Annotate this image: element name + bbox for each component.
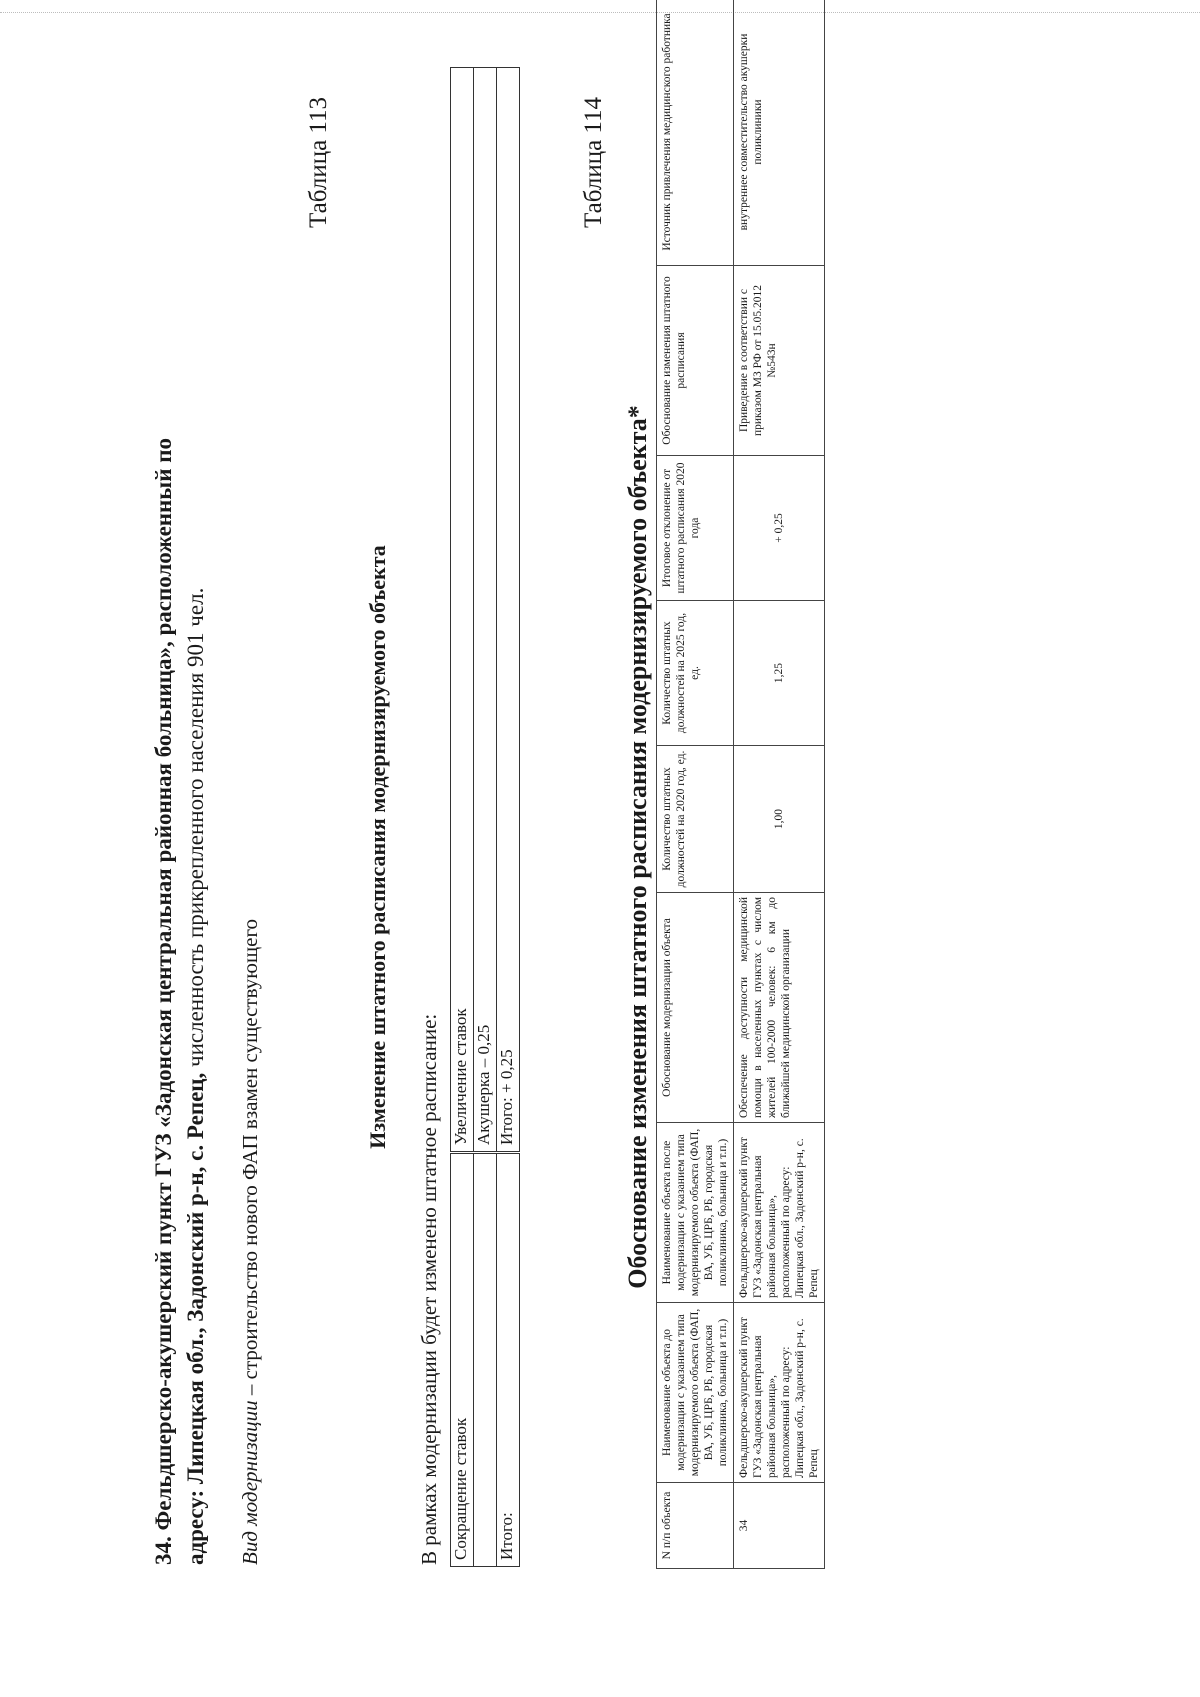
table-114 — [656, 0, 825, 1569]
column-header: Источник привлечения медицинского работника — [657, 0, 734, 266]
table-cell: Приведение в соответствии с приказом МЗ РФ от 15.05.2012 №543н — [734, 266, 825, 456]
table-113-title: Изменение штатного расписания модернизируемого объекта — [365, 545, 390, 1149]
column-header: Наименование объекта после модернизации с указанием типа модернизируемого объекта (ФАП, ВА, УБ, ЦРБ, РБ, городская поликлиника, больница и т.п.) — [657, 1123, 734, 1303]
table-114-title: Обоснование изменения штатного расписания модернизируемого объекта* — [623, 405, 652, 1289]
column-header: Количество штатных должностей на 2025 год, ед. — [657, 601, 734, 746]
modernization-value: – строительство нового ФАП взамен существующего — [238, 918, 262, 1401]
section-heading — [148, 35, 212, 1565]
table-cell: Увеличение ставок — [451, 68, 474, 1153]
table-cell: Сокращение ставок — [451, 1153, 474, 1567]
table-cell: 1,25 — [734, 601, 825, 746]
table-cell: Обеспечение доступности медицинской помощи в населенных пунктах с числом жителей 100-2000 человек: 6 км до ближайшей медицинской организации — [734, 893, 825, 1123]
table-row — [497, 68, 520, 1567]
table-cell: внутреннее совместительство акушерки поликлиники — [734, 0, 825, 266]
table-cell: Фельдшерско-акушерский пункт ГУЗ «Задонская центральная районная больница», расположенный по адресу: Липецкая обл., Задонский р-н, с. Репец — [734, 1303, 825, 1483]
table-cell: Фельдшерско-акушерский пункт ГУЗ «Задонская центральная районная больница», расположенный по адресу: Липецкая обл., Задонский р-н, с. Репец — [734, 1123, 825, 1303]
column-header: Наименование объекта до модернизации с указанием типа модернизируемого объекта (ФАП, ВА, УБ, ЦРБ, РБ, городская поликлиника, больница и т.п.) — [657, 1303, 734, 1483]
table-114-caption: Таблица 114 — [580, 97, 607, 228]
table-cell: + 0,25 — [734, 456, 825, 601]
table-cell — [474, 1153, 497, 1567]
table-cell: Итого: + 0,25 — [497, 68, 520, 1153]
address-bold: адресу: Липецкая обл., Задонский р-н, с. Репец, — [183, 1072, 208, 1565]
table-row — [474, 68, 497, 1567]
column-header: Обоснование изменения штатного расписания — [657, 266, 734, 456]
heading-line-2 — [180, 35, 212, 1565]
table-113 — [450, 67, 520, 1567]
column-header: Количество штатных должностей на 2020 год, ед. — [657, 746, 734, 893]
column-header: Итоговое отклонение от штатного расписания 2020 года — [657, 456, 734, 601]
table-113-caption: Таблица 113 — [305, 97, 332, 228]
column-header: N п/п объекта — [657, 1483, 734, 1569]
table-header-row — [657, 0, 734, 1569]
modernization-type — [236, 365, 264, 1565]
table-cell: 1,00 — [734, 746, 825, 893]
table-row — [451, 68, 474, 1567]
table-row — [734, 0, 825, 1569]
modernization-label: Вид модернизации — [238, 1400, 262, 1565]
heading-line-1: 34. Фельдшерско-акушерский пункт ГУЗ «Задонская центральная районная больница», расположенный по — [151, 437, 176, 1565]
table-cell: Итого: — [497, 1153, 520, 1567]
population-text: численность прикрепленного населения 901 чел. — [183, 587, 208, 1073]
column-header: Обоснование модернизации объекта — [657, 893, 734, 1123]
table-113-intro: В рамках модернизации будет изменено штатное расписание: — [417, 1013, 441, 1565]
table-cell: 34 — [734, 1483, 825, 1569]
table-cell: Акушерка – 0,25 — [474, 68, 497, 1153]
